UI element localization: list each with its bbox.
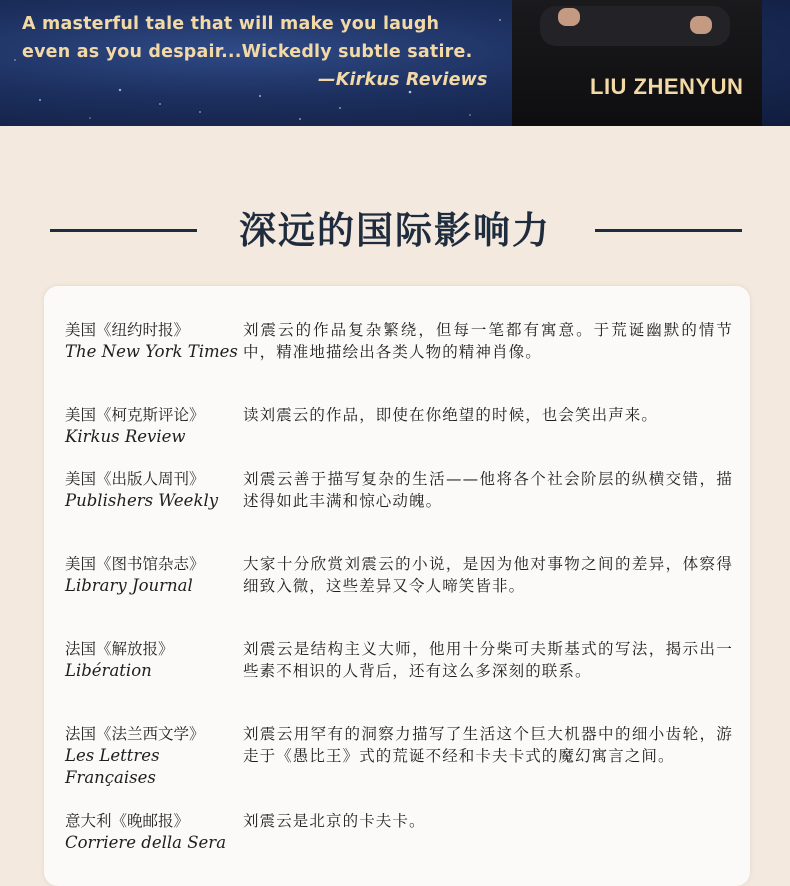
review-text: 大家十分欣赏刘震云的小说，是因为他对事物之间的差异，体察得细致入微，这些差异又令人啼笑皆非。	[243, 555, 733, 595]
review-text: 刘震云的作品复杂繁绕，但每一笔都有寓意。于荒诞幽默的情节中，精准地描绘出各类人物的精神肖像。	[243, 321, 733, 361]
source-name-cn: 美国《图书馆杂志》	[65, 555, 205, 573]
source-name-cn: 美国《出版人周刊》	[65, 470, 205, 488]
author-portrait	[512, 0, 762, 126]
review-source	[65, 404, 240, 448]
source-name-en: Libération	[65, 661, 152, 680]
review-text: 刘震云是结构主义大师，他用十分柴可夫斯基式的写法，揭示出一些素不相识的人背后，还有这么多深刻的联系。	[243, 640, 733, 680]
quote-attribution: —Kirkus Reviews	[318, 70, 488, 90]
source-name-en: Library Journal	[65, 576, 193, 595]
section-title: 深远的国际影响力	[239, 209, 551, 252]
review-source	[65, 468, 240, 512]
review-source	[65, 553, 240, 597]
author-name: LIU ZHENYUN	[590, 74, 744, 99]
section-heading	[0, 195, 790, 265]
review-source	[65, 810, 240, 854]
review-text: 读刘震云的作品，即使在你绝望的时候，也会笑出声来。	[243, 406, 659, 424]
source-name-cn: 法国《法兰西文学》	[65, 725, 205, 743]
review-text: 刘震云善于描写复杂的生活——他将各个社会阶层的纵横交错，描述得如此丰满和惊心动魄。	[243, 470, 733, 510]
source-name-cn: 法国《解放报》	[65, 640, 174, 658]
book-banner	[0, 0, 790, 126]
quote-line: A masterful tale that will make you laugh	[22, 14, 440, 34]
review-source	[65, 723, 240, 789]
source-name-cn: 美国《纽约时报》	[65, 321, 190, 339]
quote-line: even as you despair...Wickedly subtle satire.	[22, 42, 473, 62]
hand-image	[690, 16, 712, 34]
hand-image	[558, 8, 580, 26]
review-text: 刘震云是北京的卡夫卡。	[243, 812, 426, 830]
review-text: 刘震云用罕有的洞察力描写了生活这个巨大机器中的细小齿轮，游走于《愚比王》式的荒诞不经和卡夫卡式的魔幻寓言之间。	[243, 725, 733, 765]
crossed-arms-image	[540, 6, 730, 46]
source-name-en: Kirkus Review	[65, 427, 186, 446]
review-quote	[22, 10, 488, 94]
review-source	[65, 319, 240, 363]
source-name-en: The New York Times	[65, 342, 238, 361]
source-name-cn: 美国《柯克斯评论》	[65, 406, 205, 424]
source-name-cn: 意大利《晚邮报》	[65, 812, 190, 830]
source-name-en: Publishers Weekly	[65, 491, 219, 510]
source-name-en: Les Lettres Françaises	[65, 746, 160, 787]
review-source	[65, 638, 240, 682]
source-name-en: Corriere della Sera	[65, 833, 227, 852]
